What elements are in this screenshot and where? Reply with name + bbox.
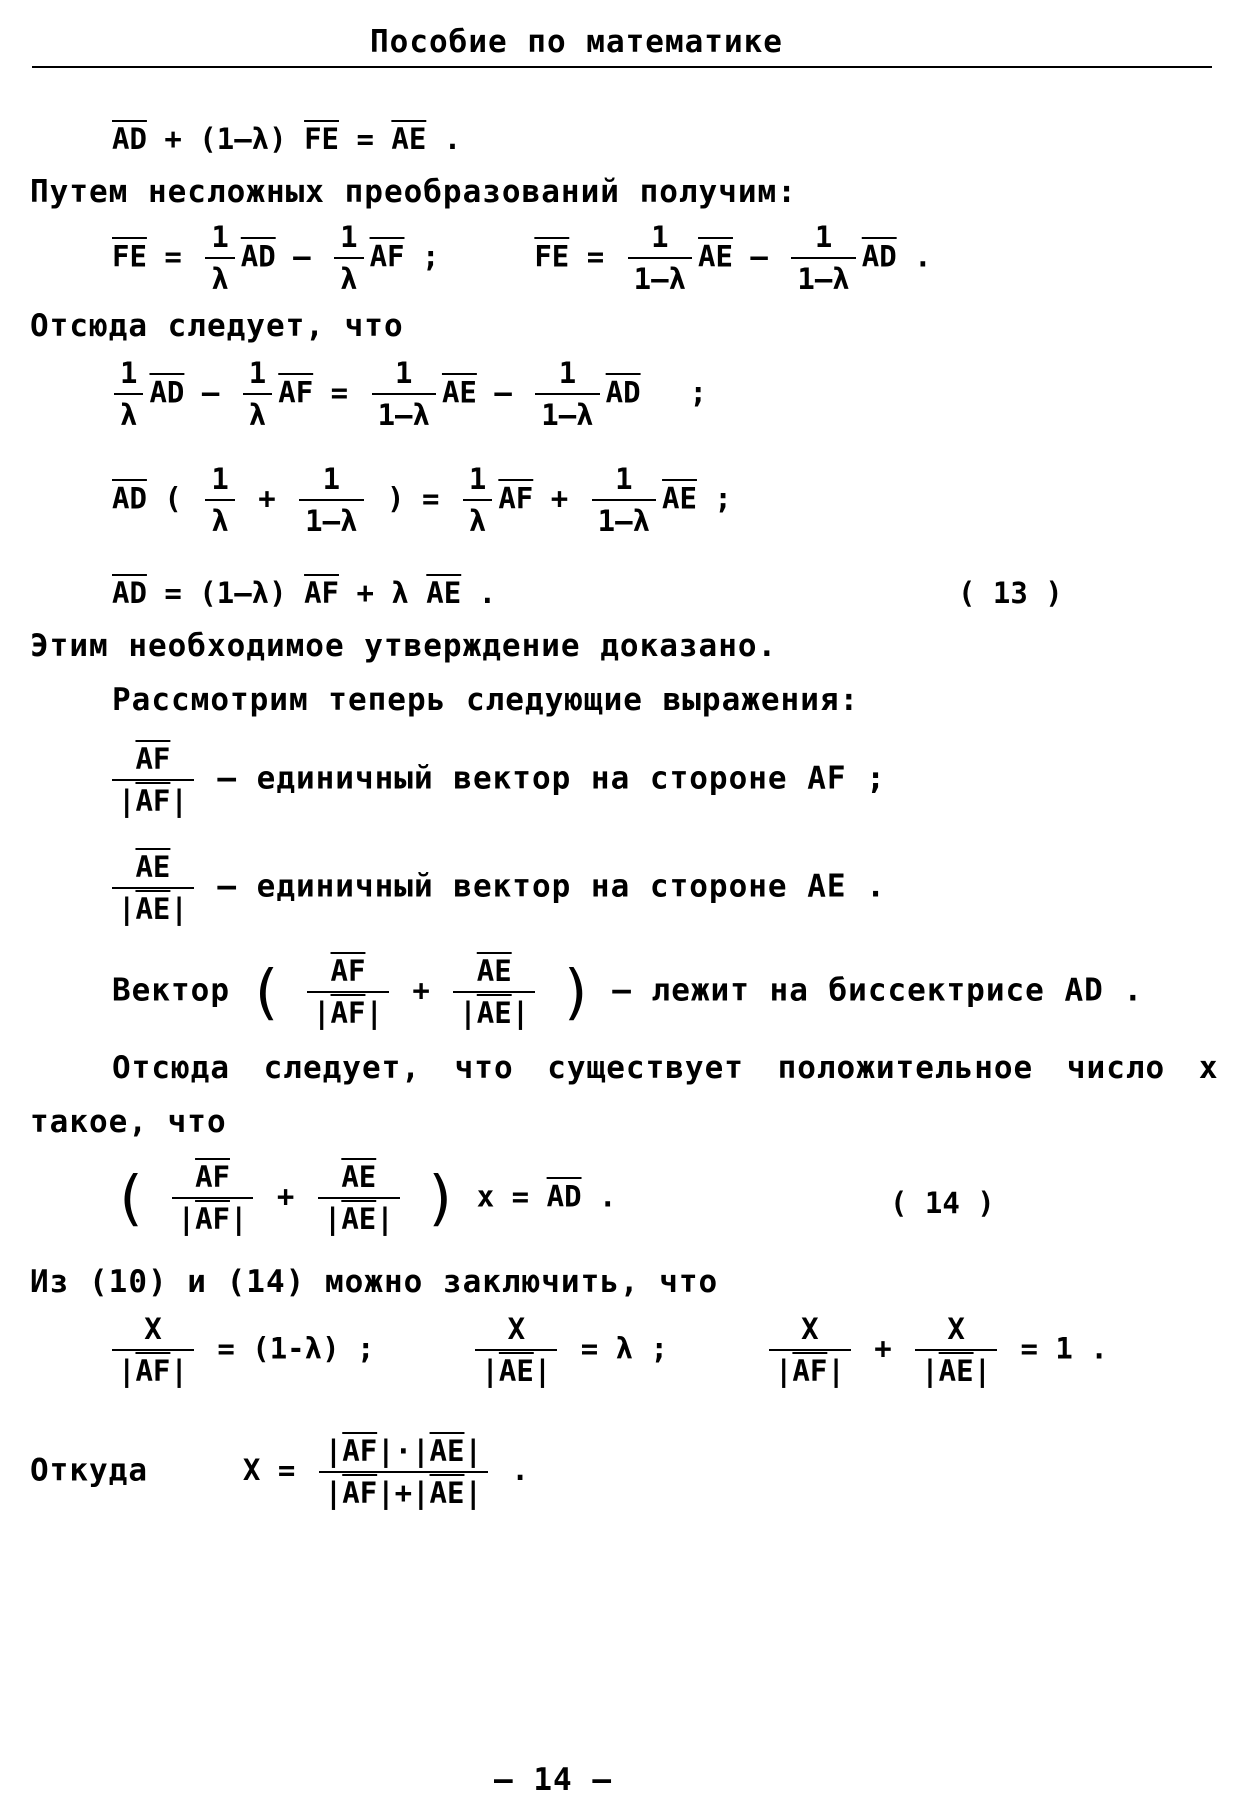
paragraph-hence-1: Отсюда следует, что	[30, 308, 404, 344]
paragraph-consider: Рассмотрим теперь следующие выражения:	[112, 682, 860, 718]
page-header-title: Пособие по математике	[370, 24, 783, 60]
equation-14: ( $\frac{\overline{AF}}{|\overline{AF}|}$ + $\frac{\overline{AE}}{|\overline{AE}|}$ ) $x = \overline{AD}$ .	[112, 1160, 617, 1237]
equation-result: Откуда X = $\frac{|\overline{AF}|\cdot|\overline{AE}|}{|\overline{AF}|+|\overline{AE}|}$ .	[30, 1434, 529, 1511]
paragraph-exists-line2: такое, что	[30, 1104, 227, 1140]
paragraph-transform: Путем несложных преобразований получим:	[30, 174, 797, 210]
equation-group: $\overline{AD}$ ( $\frac{1}{\lambda}$ + $\frac{1}{1-\lambda}$ ) = $\frac{1}{\lambda}$ $\overline{AF}$ + $\frac{1}{1-\lambda}$ $\overline{AE}$ ;	[112, 462, 732, 539]
equation-14-number: ( 14 )	[890, 1186, 995, 1220]
paragraph-conclude: Из (10) и (14) можно заключить, что	[30, 1264, 719, 1300]
paragraph-exists-line1: Отсюда следует, что существует положительное число x	[112, 1050, 1219, 1086]
page-number: – 14 –	[494, 1762, 612, 1798]
equation-ratios: $\frac{X}{|\overline{AF}|}$ = (1-λ) ; $\frac{X}{|\overline{AE}|}$ = λ ; $\frac{X}{|\overline{AF}|}$ + $\frac{X}{|\overline{AE}|}$ = 1 .	[106, 1314, 1108, 1387]
equation-13-number: ( 13 )	[958, 576, 1063, 610]
definition-unit-af: $\frac{\overline{AF}}{|\overline{AF}|}$ – единичный вектор на стороне AF ;	[106, 744, 886, 817]
definition-unit-ae: $\frac{\overline{AE}}{|\overline{AE}|}$ – единичный вектор на стороне AE .	[106, 852, 886, 925]
equation-13: $\overline{AD} = (1-\lambda) \overline{AF} + \lambda$ $\overline{AE}$ .	[112, 576, 497, 610]
header-rule	[32, 66, 1212, 68]
paragraph-proved: Этим необходимое утверждение доказано.	[30, 628, 778, 664]
equation-combine: $\frac{1}{\lambda}$ $\overline{AD}$ – $\frac{1}{\lambda}$ $\overline{AF}$ = $\frac{1}{1-\lambda}$ $\overline{AE}$ – $\frac{1}{1-\lambda}$ $\overline{AD}$ ;	[108, 358, 707, 431]
equation-fe: $\overline{FE}$ = $\frac{1}{\lambda}$ $\overline{AD}$ – $\frac{1}{\lambda}$ $\overline{AF}$ ; $\overline{FE}$ = $\frac{1}{1-\lambda}$ $\overline{AE}$ – $\frac{1}{1-\lambda}$ $\overline{AD}$ .	[112, 220, 932, 297]
bisector-statement: Вектор ( $\frac{\overline{AF}}{|\overline{AF}|}$ + $\frac{\overline{AE}}{|\overline{AE}|}$ ) – лежит на биссектрисе AD .	[112, 954, 1144, 1031]
equation-intro: $\overline{AD} + (1-\lambda) \overline{FE} = \overline{AE}$ .	[112, 122, 462, 156]
